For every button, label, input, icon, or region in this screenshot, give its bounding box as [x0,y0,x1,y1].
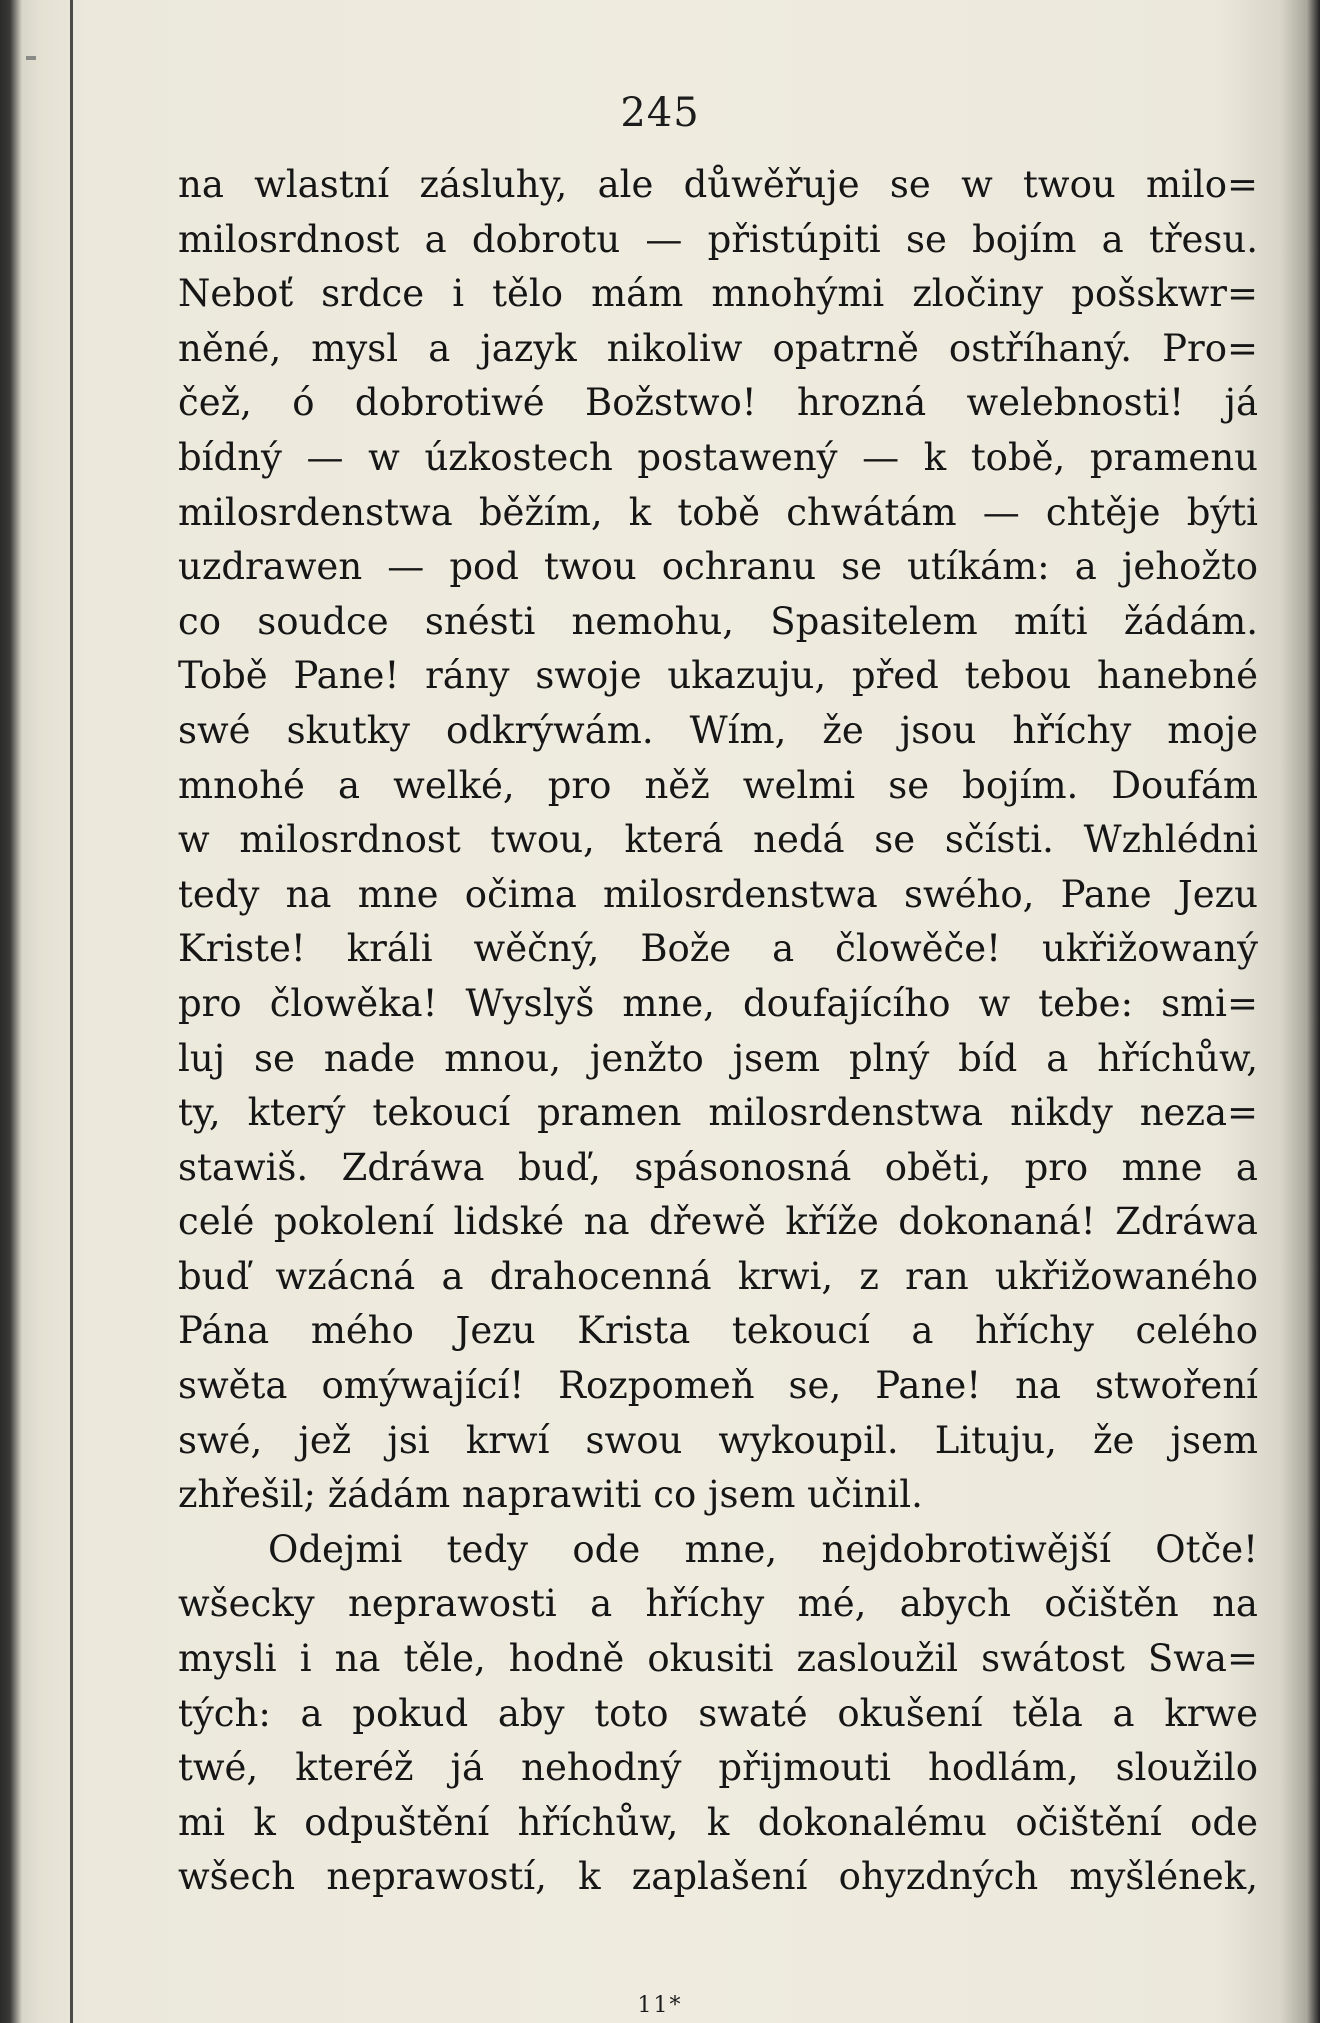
text-line: Tobě Pane! rány swoje ukazuju, před tebou hanebné [178,654,1258,698]
text-line: co soudce snésti nemohu, Spasitelem míti žádám. [178,599,1258,643]
text-line: tedy na mne očima milosrdenstwa swého, Pane Jezu [178,872,1258,916]
text-line: na wlastní zásluhy, ale důwěřuje se w twou milo= [178,163,1258,206]
text-line: swěta omýwající! Rozpomeň se, Pane! na stwoření [178,1364,1258,1408]
text-line: milosrdenstwa běžím, k tobě chwátám — chtěje býti [178,490,1258,534]
text-line: tých: a pokud aby toto swaté okušení těla a krwe [178,1691,1258,1735]
text-line: čež, ó dobrotiwé Božstwo! hrozná welebnosti! já [178,381,1258,425]
text-line: celé pokolení lidské na dřewě kříže dokonaná! Zdráwa [178,1200,1258,1244]
text-line: milosrdnost a dobrotu — přistúpiti se bojím a třesu. [178,217,1258,261]
text-line: Neboť srdce i tělo mám mnohými zločiny pošskwr= [178,272,1258,316]
text-line: pro člowěka! Wyslyš mne, doufajícího w tebe: smi= [178,981,1258,1025]
text-line: mi k odpuštění hříchůw, k dokonalému očištění ode [178,1800,1258,1844]
text-line: Kriste! králi wěčný, Bože a člowěče! ukřižowaný [178,927,1258,971]
text-line: wšecky neprawosti a hříchy mé, abych očištěn na [178,1582,1258,1626]
text-line: swé, jež jsi krwí swou wykoupil. Lituju, že jsem [178,1418,1258,1462]
paragraph-end-line: zhřešil; žádám naprawiti co jsem učinil. [178,1473,923,1517]
text-line: ty, který tekoucí pramen milosrdenstwa nikdy neza= [178,1091,1258,1135]
text-line: mnohé a welké, pro něž welmi se bojím. Doufám [178,763,1258,807]
binding-gutter [70,0,73,2023]
text-line: buď wzácná a drahocenná krwi, z ran ukřižowaného [178,1254,1258,1298]
text-line: twé, kteréž já nehodný přijmouti hodlám, sloužilo [178,1746,1258,1790]
text-line: wšech neprawostí, k zaplašení ohyzdných myšlének, [178,1855,1258,1899]
gutter-mark [26,56,36,60]
page-number: 245 [620,90,700,136]
text-line: Pána mého Jezu Krista tekoucí a hříchy celého [178,1309,1258,1353]
body-text [178,158,1258,1905]
text-line: swé skutky odkrýwám. Wím, že jsou hříchy moje [178,708,1258,752]
text-line: něné, mysl a jazyk nikoliw opatrně ostříhaný. Pro= [178,326,1258,370]
printer-signature-mark: 11* [637,1993,683,2018]
paragraph-start-line: Odejmi tedy ode mne, nejdobrotiwější Otče! [268,1527,1258,1571]
text-line: bídný — w úzkostech postawený — k tobě, pramenu [178,435,1258,479]
text-line: uzdrawen — pod twou ochranu se utíkám: a jehožto [178,545,1258,589]
text-line: stawiš. Zdráwa buď, spásonosná oběti, pro mne a [178,1145,1258,1189]
text-line: mysli i na těle, hodně okusiti zasloužil swátost Swa= [178,1637,1258,1681]
text-line: luj se nade mnou, jenžto jsem plný bíd a hříchůw, [178,1036,1258,1080]
text-line: w milosrdnost twou, která nedá se sčísti. Wzhlédni [178,818,1258,862]
